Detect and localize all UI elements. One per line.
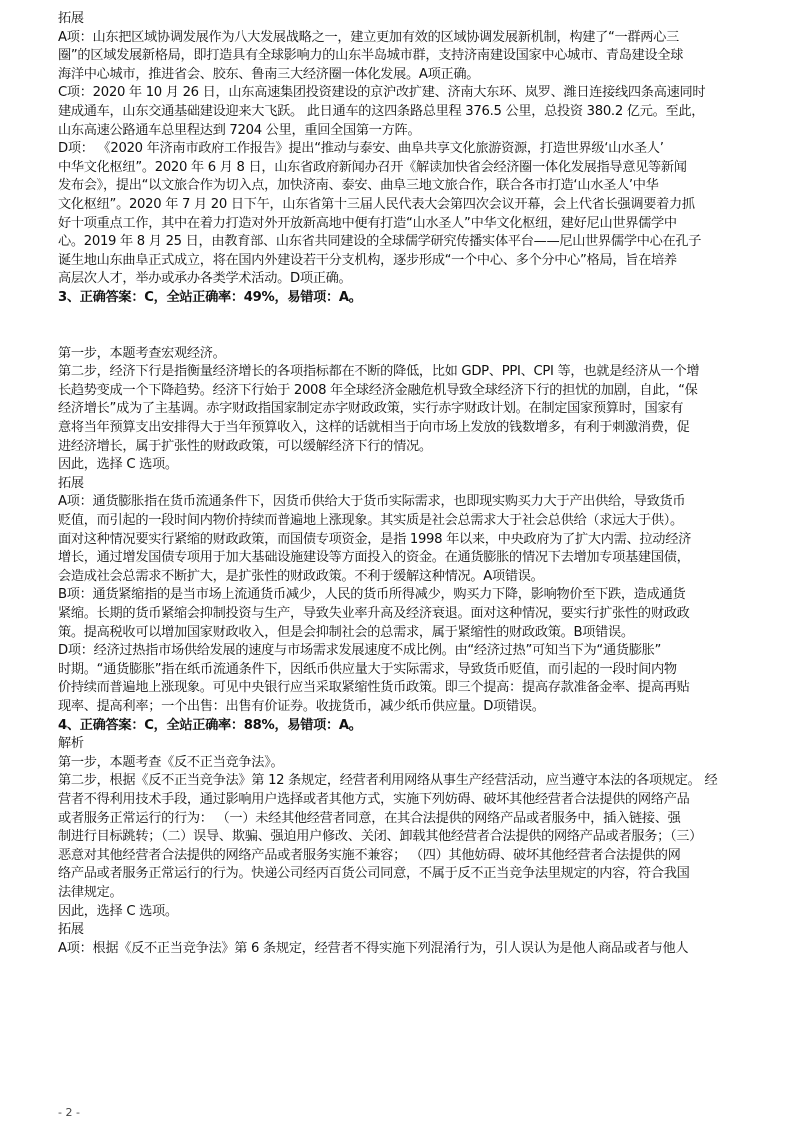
text-line: 中华文化枢纽”。2020 年 6 月 8 日，山东省政府新闻办召开《解读加快省会经济圈一体化发展指导意见等新闻: [58, 159, 687, 175]
section-heading: [58, 921, 748, 940]
paragraph: [58, 493, 748, 586]
text-line: A项：山东把区域协调发展作为八大发展战略之一，建立更加有效的区域协调发展新机制，构建了“一群两心三: [58, 29, 679, 45]
text-line: 拓展: [58, 475, 84, 491]
section-heading: [58, 735, 748, 754]
paragraph: [58, 140, 748, 289]
text-line: 好十项重点工作，其中在着力打造对外开放新高地中便有打造“山水圣人”中华文化枢纽，建好尼山世界儒学中: [58, 215, 677, 231]
text-line: 拓展: [58, 922, 84, 938]
text-line: 价持续而普遍地上涨现象。可见中央银行应当采取紧缩性货币政策。即三个提高：提高存款准备金率、提高再贴: [58, 680, 690, 696]
text-line: 意将当年预算支出安排得大于当年预算收入，这样的话就相当于向市场上发放的钱数增多，有利于刺激消费，促: [58, 420, 690, 436]
text-line: 营者不得利用技术手段，通过影响用户选择或者其他方式，实施下列妨碍、破坏其他经营者合法提供的网络产品: [58, 791, 690, 807]
paragraph: [58, 29, 748, 85]
text-line: 解析: [58, 736, 84, 752]
text-line: 紧缩。长期的货币紧缩会抑制投资与生产，导致失业率升高及经济衰退。面对这种情况，要实行扩张性的财政政: [58, 606, 690, 621]
text-line: 因此，选择 C 选项。: [58, 457, 178, 473]
document-body: [58, 10, 748, 958]
text-line: 拓展: [58, 11, 84, 26]
text-line: 心。2019 年 8 月 25 日，由教育部、山东省共同建设的全球儒学研究传播实体平台——尼山世界儒学中心在孔子: [58, 234, 702, 250]
paragraph: [58, 754, 748, 773]
paragraph: [58, 903, 748, 922]
text-line: 第二步，经济下行是指衡量经济增长的各项指标都在不断的降低，比如 GDP、PPI、CPI 等，也就是经济从一个增: [58, 364, 700, 380]
text-line: 发布会》，提出“以文旅合作为切入点，加快济南、泰安、曲阜三地文旅合作，联合各市打造‘山水圣人’中华: [58, 178, 659, 194]
text-line: 法律规定。: [58, 884, 123, 900]
text-line: 恶意对其他经营者合法提供的网络产品或者服务实施不兼容； （四）其他妨碍、破坏其他经营者合法提供的网: [58, 847, 681, 863]
text-line: 增长，通过增发国债专项用于加大基础设施建设等方面投入的资金。在通货膨胀的情况下去增加专项基建国债，: [58, 550, 690, 566]
text-line: 现率、提高利率；一个出售：出售有价证券。收拢货币，减少纸币供应量。D项错误。: [58, 698, 545, 714]
section-heading: [58, 475, 748, 494]
text-line: 第一步，本题考查《反不正当竞争法》。: [58, 754, 284, 770]
text-line: 文化枢纽”。2020 年 7 月 20 日下午，山东省第十三届人民代表大会第四次会议开幕，会上代省长强调要着力抓: [58, 196, 695, 212]
text-line: D项： 《2020 年济南市政府工作报告》提出“推动与泰安、曲阜共享文化旅游资源，打造世界级‘山水圣人’: [58, 141, 664, 157]
paragraph: [58, 940, 748, 959]
answer-line: [58, 717, 748, 736]
paragraph: [58, 345, 748, 364]
text-line: 络产品或者服务正常运行的行为。快递公司经丙百货公司同意，不属于反不正当竞争法里规定的内容，符合我国: [58, 866, 690, 882]
paragraph: [58, 772, 748, 902]
text-line: 会造成社会总需求不断扩大，是扩张性的财政政策。不利于缓解这种情况。A项错误。: [58, 568, 544, 584]
text-line: 制进行目标跳转；（二）误导、欺骗、强迫用户修改、关闭、卸载其他经营者合法提供的网络产品或者服务；（三）: [58, 829, 703, 845]
text-line: 面对这种情况要实行紧缩的财政政策，而国债专项资金，是指 1998 年以来，中央政府为了扩大内需、拉动经济: [58, 531, 691, 547]
paragraph: [58, 642, 748, 716]
text-line: 进经济增长，属于扩张性的财政政策，可以缓解经济下行的情况。: [58, 438, 432, 454]
text-line: 或者服务正常运行的行为： （一）未经其他经营者同意，在其合法提供的网络产品或者服务中，插入链接、强: [58, 810, 681, 826]
text-line: A项：通货膨胀指在货币流通条件下，因货币供给大于货币实际需求，也即现实购买力大于产出供给，导致货币: [58, 494, 686, 510]
page-number: - 2 -: [58, 1106, 80, 1119]
text-line: 因此，选择 C 选项。: [58, 903, 178, 919]
paragraph: [58, 586, 748, 642]
text-line: C项：2020 年 10 月 26 日，山东高速集团投资建设的京沪改扩建、济南大东环、岚罗、潍日连接线四条高速同时: [58, 85, 706, 101]
text-line: 第一步，本题考查宏观经济。: [58, 345, 226, 361]
blank-line: [58, 308, 748, 327]
text-line: 诞生地山东曲阜正式成立，将在国内外建设若干分支机构，逐步形成“一个中心、多个分中心”格局，旨在培养: [58, 252, 677, 268]
text-line: 圈”的区域发展新格局，即打造具有全球影响力的山东半岛城市群，支持济南建设国家中心城市、青岛建设全球: [58, 48, 684, 64]
text-line: A项：根据《反不正当竞争法》第 6 条规定，经营者不得实施下列混淆行为，引人误认为是他人商品或者与他人: [58, 940, 689, 956]
text-line: 山东高速公路通车总里程达到 7204 公里，重回全国第一方阵。: [58, 122, 421, 138]
text-line: 建成通车，山东交通基础建设迎来大飞跃。 此日通车的这四条路总里程 376.5 公里，总投资 380.2 亿元。至此，: [58, 103, 705, 119]
paragraph: [58, 363, 748, 456]
text-line: 长趋势变成一个下降趋势。经济下行始于 2008 年全球经济金融危机导致全球经济下行的担忧的加剧，自此，“保: [58, 382, 698, 398]
text-line: D项：经济过热指市场供给发展的速度与市场需求发展速度不成比例。由“经济过热”可知当下为“通货膨胀”: [58, 643, 662, 659]
text-line: 时期。“通货膨胀”指在纸币流通条件下，因纸币供应量大于实际需求，导致货币贬值，而引起的一段时间内物: [58, 661, 677, 677]
text-line: 第二步，根据《反不正当竞争法》第 12 条规定，经营者利用网络从事生产经营活动，应当遵守本法的各项规定。 经: [58, 773, 718, 789]
text-line: 经济增长”成为了主基调。赤字财政指国家制定赤字财政政策，实行赤字财政计划。在制定国家预算时，国家有: [58, 401, 684, 417]
text-line: 贬值，而引起的一段时间内物价持续而普遍地上涨现象。其实质是社会总需求大于社会总供给（求远大于供）。: [58, 513, 683, 529]
section-heading: [58, 10, 748, 29]
answer-line: [58, 289, 748, 308]
text-line: 高层次人才，举办或承办各类学术活动。D项正确。: [58, 271, 352, 287]
text-line: 4、正确答案：C，全站正确率：88%，易错项：A。: [58, 717, 362, 733]
text-line: B项：通货紧缩指的是当市场上流通货币减少，人民的货币所得减少，购买力下降，影响物价至下跌，造成通货: [58, 587, 686, 603]
blank-line: [58, 326, 748, 345]
text-line: 3、正确答案：C，全站正确率：49%，易错项：A。: [58, 289, 362, 305]
paragraph: [58, 84, 748, 140]
text-line: 海洋中心城市，推进省会、胶东、鲁南三大经济圈一体化发展。A项正确。: [58, 66, 480, 82]
paragraph: [58, 456, 748, 475]
text-line: 策。提高税收可以增加国家财政收入，但是会抑制社会的总需求，属于紧缩性的财政政策。B项错误。: [58, 624, 634, 640]
